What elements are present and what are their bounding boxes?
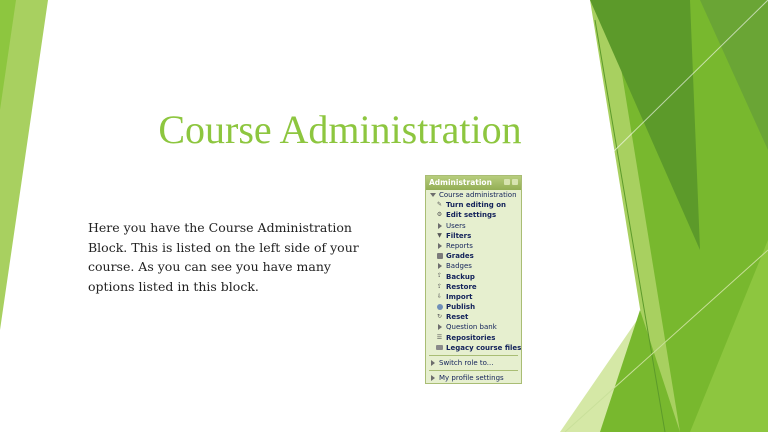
collapsed-triangle-icon	[429, 360, 436, 367]
grades-icon	[436, 253, 443, 260]
collapsed-triangle-icon	[436, 324, 443, 331]
admin-item-label: Backup	[446, 272, 475, 281]
admin-item-label: Users	[446, 221, 466, 230]
administration-block	[425, 175, 522, 384]
admin-item-question-bank[interactable]	[426, 322, 521, 332]
admin-item-label: Course administration	[439, 191, 517, 199]
admin-item-label: Publish	[446, 303, 476, 312]
admin-item-repositories[interactable]	[426, 333, 521, 343]
admin-item-label: Turn editing on	[446, 201, 506, 210]
admin-item-switch-role[interactable]	[426, 358, 521, 368]
admin-item-grades[interactable]	[426, 251, 521, 261]
admin-item-badges[interactable]	[426, 261, 521, 271]
admin-item-label: Switch role to...	[439, 359, 494, 367]
pencil-icon: ✎	[436, 201, 443, 209]
admin-item-import[interactable]	[426, 292, 521, 302]
admin-item-label: Edit settings	[446, 211, 497, 220]
admin-item-my-profile-settings[interactable]	[426, 373, 521, 383]
reset-icon: ↻	[436, 313, 443, 321]
expanded-triangle-icon	[429, 192, 436, 199]
admin-item-course-administration[interactable]	[426, 190, 521, 200]
admin-item-label: Import	[446, 292, 473, 301]
divider	[429, 355, 518, 356]
collapse-icon[interactable]	[512, 179, 518, 185]
restore-icon: ⇪	[436, 282, 443, 290]
admin-item-label: Reset	[446, 313, 469, 322]
admin-item-label: Legacy course files	[446, 343, 522, 352]
admin-item-legacy-course-files[interactable]	[426, 343, 521, 353]
import-icon: ⇩	[436, 292, 443, 300]
slide-body-text: Here you have the Course Administration Block. This is listed on the left side of your course. As you can see you have many options listed in this block.	[88, 220, 359, 294]
admin-item-label: Grades	[446, 252, 474, 261]
admin-item-backup[interactable]	[426, 272, 521, 282]
folder-icon	[436, 344, 443, 351]
dock-icon[interactable]	[504, 179, 510, 185]
publish-icon	[436, 304, 443, 311]
admin-item-turn-editing-on[interactable]	[426, 200, 521, 210]
collapsed-triangle-icon	[436, 222, 443, 229]
admin-item-label: Question bank	[446, 323, 497, 332]
admin-item-reset[interactable]	[426, 312, 521, 322]
admin-item-label: Repositories	[446, 333, 496, 342]
admin-item-label: Reports	[446, 241, 473, 250]
admin-item-label: My profile settings	[439, 374, 504, 383]
backup-icon: ⇪	[436, 272, 443, 280]
admin-item-label: Badges	[446, 262, 472, 271]
slide-title: Course Administration	[158, 107, 522, 152]
admin-item-label: Filters	[446, 231, 472, 240]
administration-block-header	[426, 176, 521, 190]
admin-item-filters[interactable]	[426, 231, 521, 241]
collapsed-triangle-icon	[436, 263, 443, 270]
admin-item-edit-settings[interactable]	[426, 210, 521, 220]
admin-item-reports[interactable]	[426, 241, 521, 251]
admin-item-label: Restore	[446, 282, 477, 291]
divider	[429, 370, 518, 371]
admin-item-restore[interactable]	[426, 282, 521, 292]
gear-icon: ⚙	[436, 211, 443, 219]
admin-item-users[interactable]	[426, 221, 521, 231]
admin-item-publish[interactable]	[426, 302, 521, 312]
administration-block-title: Administration	[429, 178, 492, 187]
collapsed-triangle-icon	[429, 375, 436, 382]
repositories-icon: ☰	[436, 333, 443, 341]
block-controls	[504, 179, 518, 185]
filter-icon: ▼	[437, 231, 442, 239]
collapsed-triangle-icon	[436, 242, 443, 249]
